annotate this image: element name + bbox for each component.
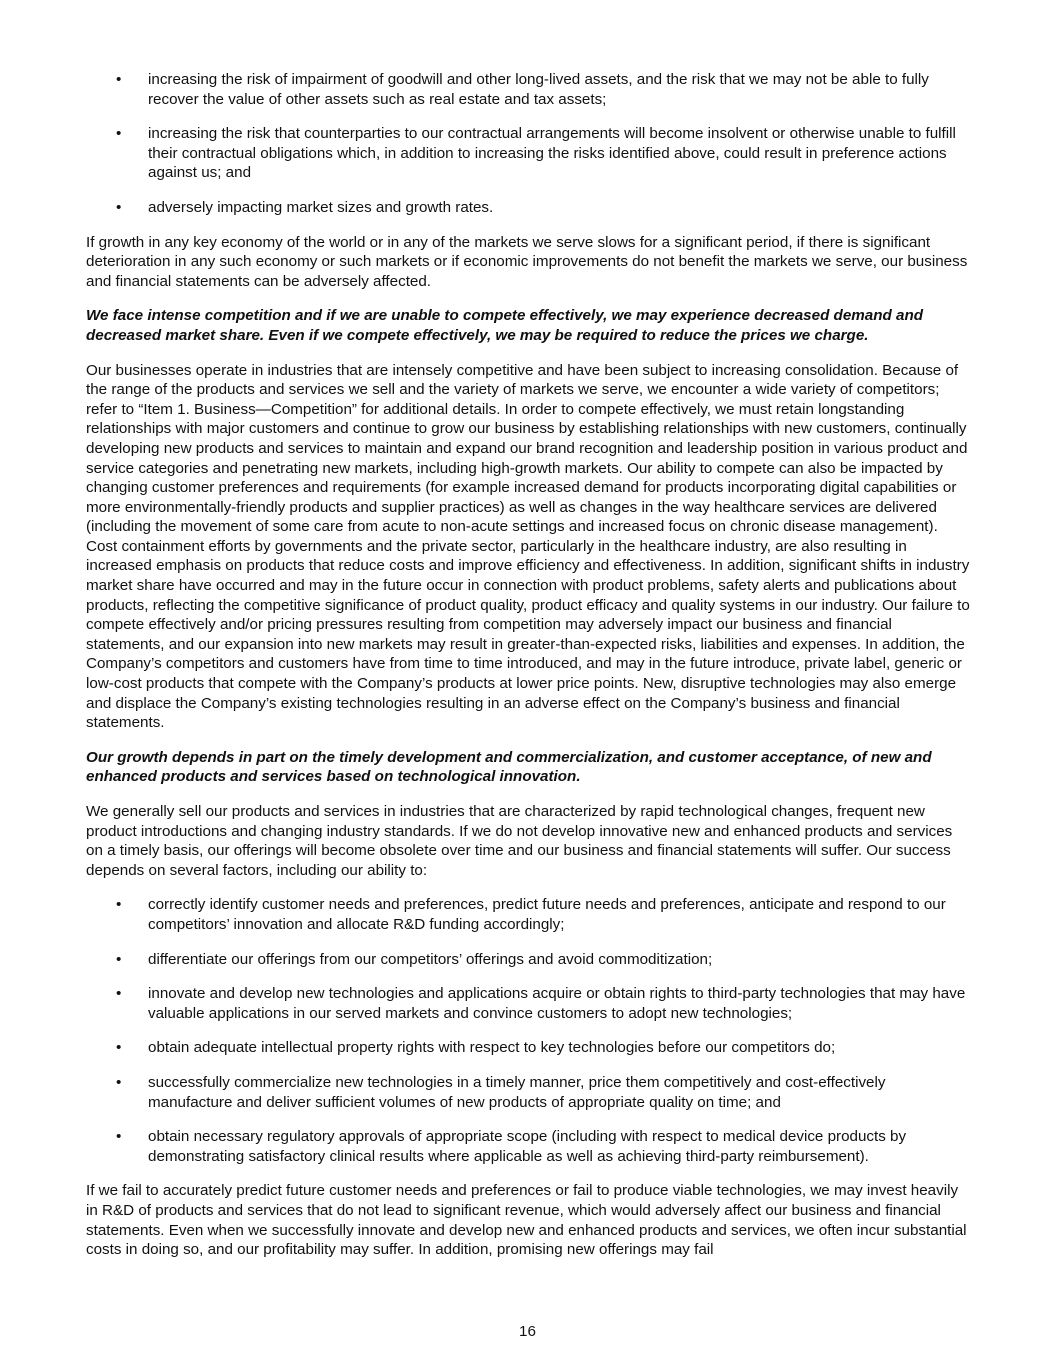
bullet-dot: • <box>116 985 122 1003</box>
bullet-dot: • <box>116 1039 122 1057</box>
failure-paragraph: If we fail to accurately predict future customer needs and preferences or fail to produce viable technologies, we may invest heavily in R&D of products and services that do not lead to significant revenue, which would adversely affect our business and financial statements. Even when we successfully innovate and develop new and enhanced products and services, we often incur substantial costs in doing so, and our profitability may suffer. In addition, promising new offerings may fail <box>86 1182 967 1259</box>
list-item: • increasing the risk of impairment of goodwill and other long-lived assets, and the risk that we may not be able to fully recover the value of other assets such as real estate and tax assets; <box>116 71 929 108</box>
bullet-dot: • <box>116 198 122 216</box>
growth-paragraph: If growth in any key economy of the world or in any of the markets we serve slows for a significant period, if there is significant deterioration in any such economy or such markets or if economic improvements do not benefit the markets we serve, our business and financial statements can be adversely affected. <box>86 233 968 290</box>
bullet-dot: • <box>116 71 122 88</box>
list-item: • differentiate our offerings from our competitors’ offerings and avoid commoditization; <box>116 950 713 968</box>
bullet-dot: • <box>116 1128 122 1146</box>
innovation-bullet-list <box>86 895 972 1166</box>
competition-heading: We face intense competition and if we are unable to compete effectively, we may experience decreased demand and decreased market share. Even if we compete effectively, we may be required to reduce the prices we charge. <box>86 307 924 344</box>
list-item: • successfully commercialize new technologies in a timely manner, price them competitively and cost-effectively manufacture and deliver sufficient volumes of new products of appropriate quality on time; and <box>116 1073 886 1111</box>
bullet-dot: • <box>116 950 122 968</box>
innovation-paragraph: We generally sell our products and services in industries that are characterized by rapid technological changes, frequent new product introductions and changing industry standards. If we do not develop innovative new and enhanced products and services on a timely basis, our offerings will become obsolete over time and our business and financial statements will suffer. Our success depends on several factors, including our ability to: <box>86 803 953 879</box>
page-number: 16 <box>519 1323 536 1340</box>
competition-paragraph: Our businesses operate in industries that are intensely competitive and have been subject to increasing consolidation. Because of the range of the products and services we sell and the variety of markets we serve, we encounter a wide variety of competitors; refer to “Item 1. Business—Competition” for additional details. In order to compete effectively, we must retain longstanding relationships with major customers and continue to grow our business by establishing relationships with new customers, continually developing new products and services to maintain and expand our brand recognition and leadership position in various product and service categories and penetrating new markets, including high-growth markets. Our ability to compete can also be impacted by changing customer preferences and requirements (for example increased demand for products incorporating digital capabilities or more environmentally-friendly products and supplier practices) as well as changes in the way healthcare services are delivered (including the movement of some care from acute to non-acute settings and increased focus on chronic disease management). Cost containment efforts by governments and the private sector, particularly in the healthcare industry, are also resulting in increased emphasis on products that reduce costs and improve efficiency and effectiveness. In addition, significant shifts in industry market share have occurred and may in the future occur in connection with product problems, safety alerts and publications about products, reflecting the competitive significance of product quality, product efficacy and quality systems in our industry. Our failure to compete effectively and/or pricing pressures resulting from competition may adversely impact our business and financial statements, and our expansion into new markets may result in greater-than-expected risks, liabilities and expenses. In addition, the Company’s competitors and customers have from time to time introduced, and may in the future introduce, private label, generic or low-cost products that compete with the Company’s products at lower price points. New, disruptive technologies may also emerge and displace the Company’s existing technologies resulting in an adverse effect on the Company’s business and financial statements. <box>86 361 970 732</box>
bullet-dot: • <box>116 896 122 914</box>
risk-bullet-list <box>86 70 972 218</box>
innovation-heading: Our growth depends in part on the timely development and commercialization, and customer acceptance, of new and enhanced products and services based on technological innovation. <box>86 748 932 786</box>
document-page <box>86 70 972 1275</box>
list-item: • obtain necessary regulatory approvals of appropriate scope (including with respect to medical device products by demonstrating satisfactory clinical results where applicable as well as achieving third-party reimbursement). <box>116 1128 907 1165</box>
list-item: • obtain adequate intellectual property rights with respect to key technologies before our competitors do; <box>116 1039 836 1057</box>
list-item: • adversely impacting market sizes and growth rates. <box>116 198 494 216</box>
list-item: • increasing the risk that counterparties to our contractual arrangements will become insolvent or otherwise unable to fulfill their contractual obligations which, in addition to increasing the risks identified above, could result in preference actions against us; and <box>116 125 956 182</box>
bullet-dot: • <box>116 1073 122 1091</box>
list-item: • innovate and develop new technologies and applications acquire or obtain rights to third-party technologies that may have valuable applications in our served markets and convince customers to adopt new technologies; <box>116 985 966 1022</box>
bullet-dot: • <box>116 125 122 143</box>
list-item: • correctly identify customer needs and preferences, predict future needs and preferences, anticipate and respond to our competitors’ innovation and allocate R&D funding accordingly; <box>116 896 946 933</box>
